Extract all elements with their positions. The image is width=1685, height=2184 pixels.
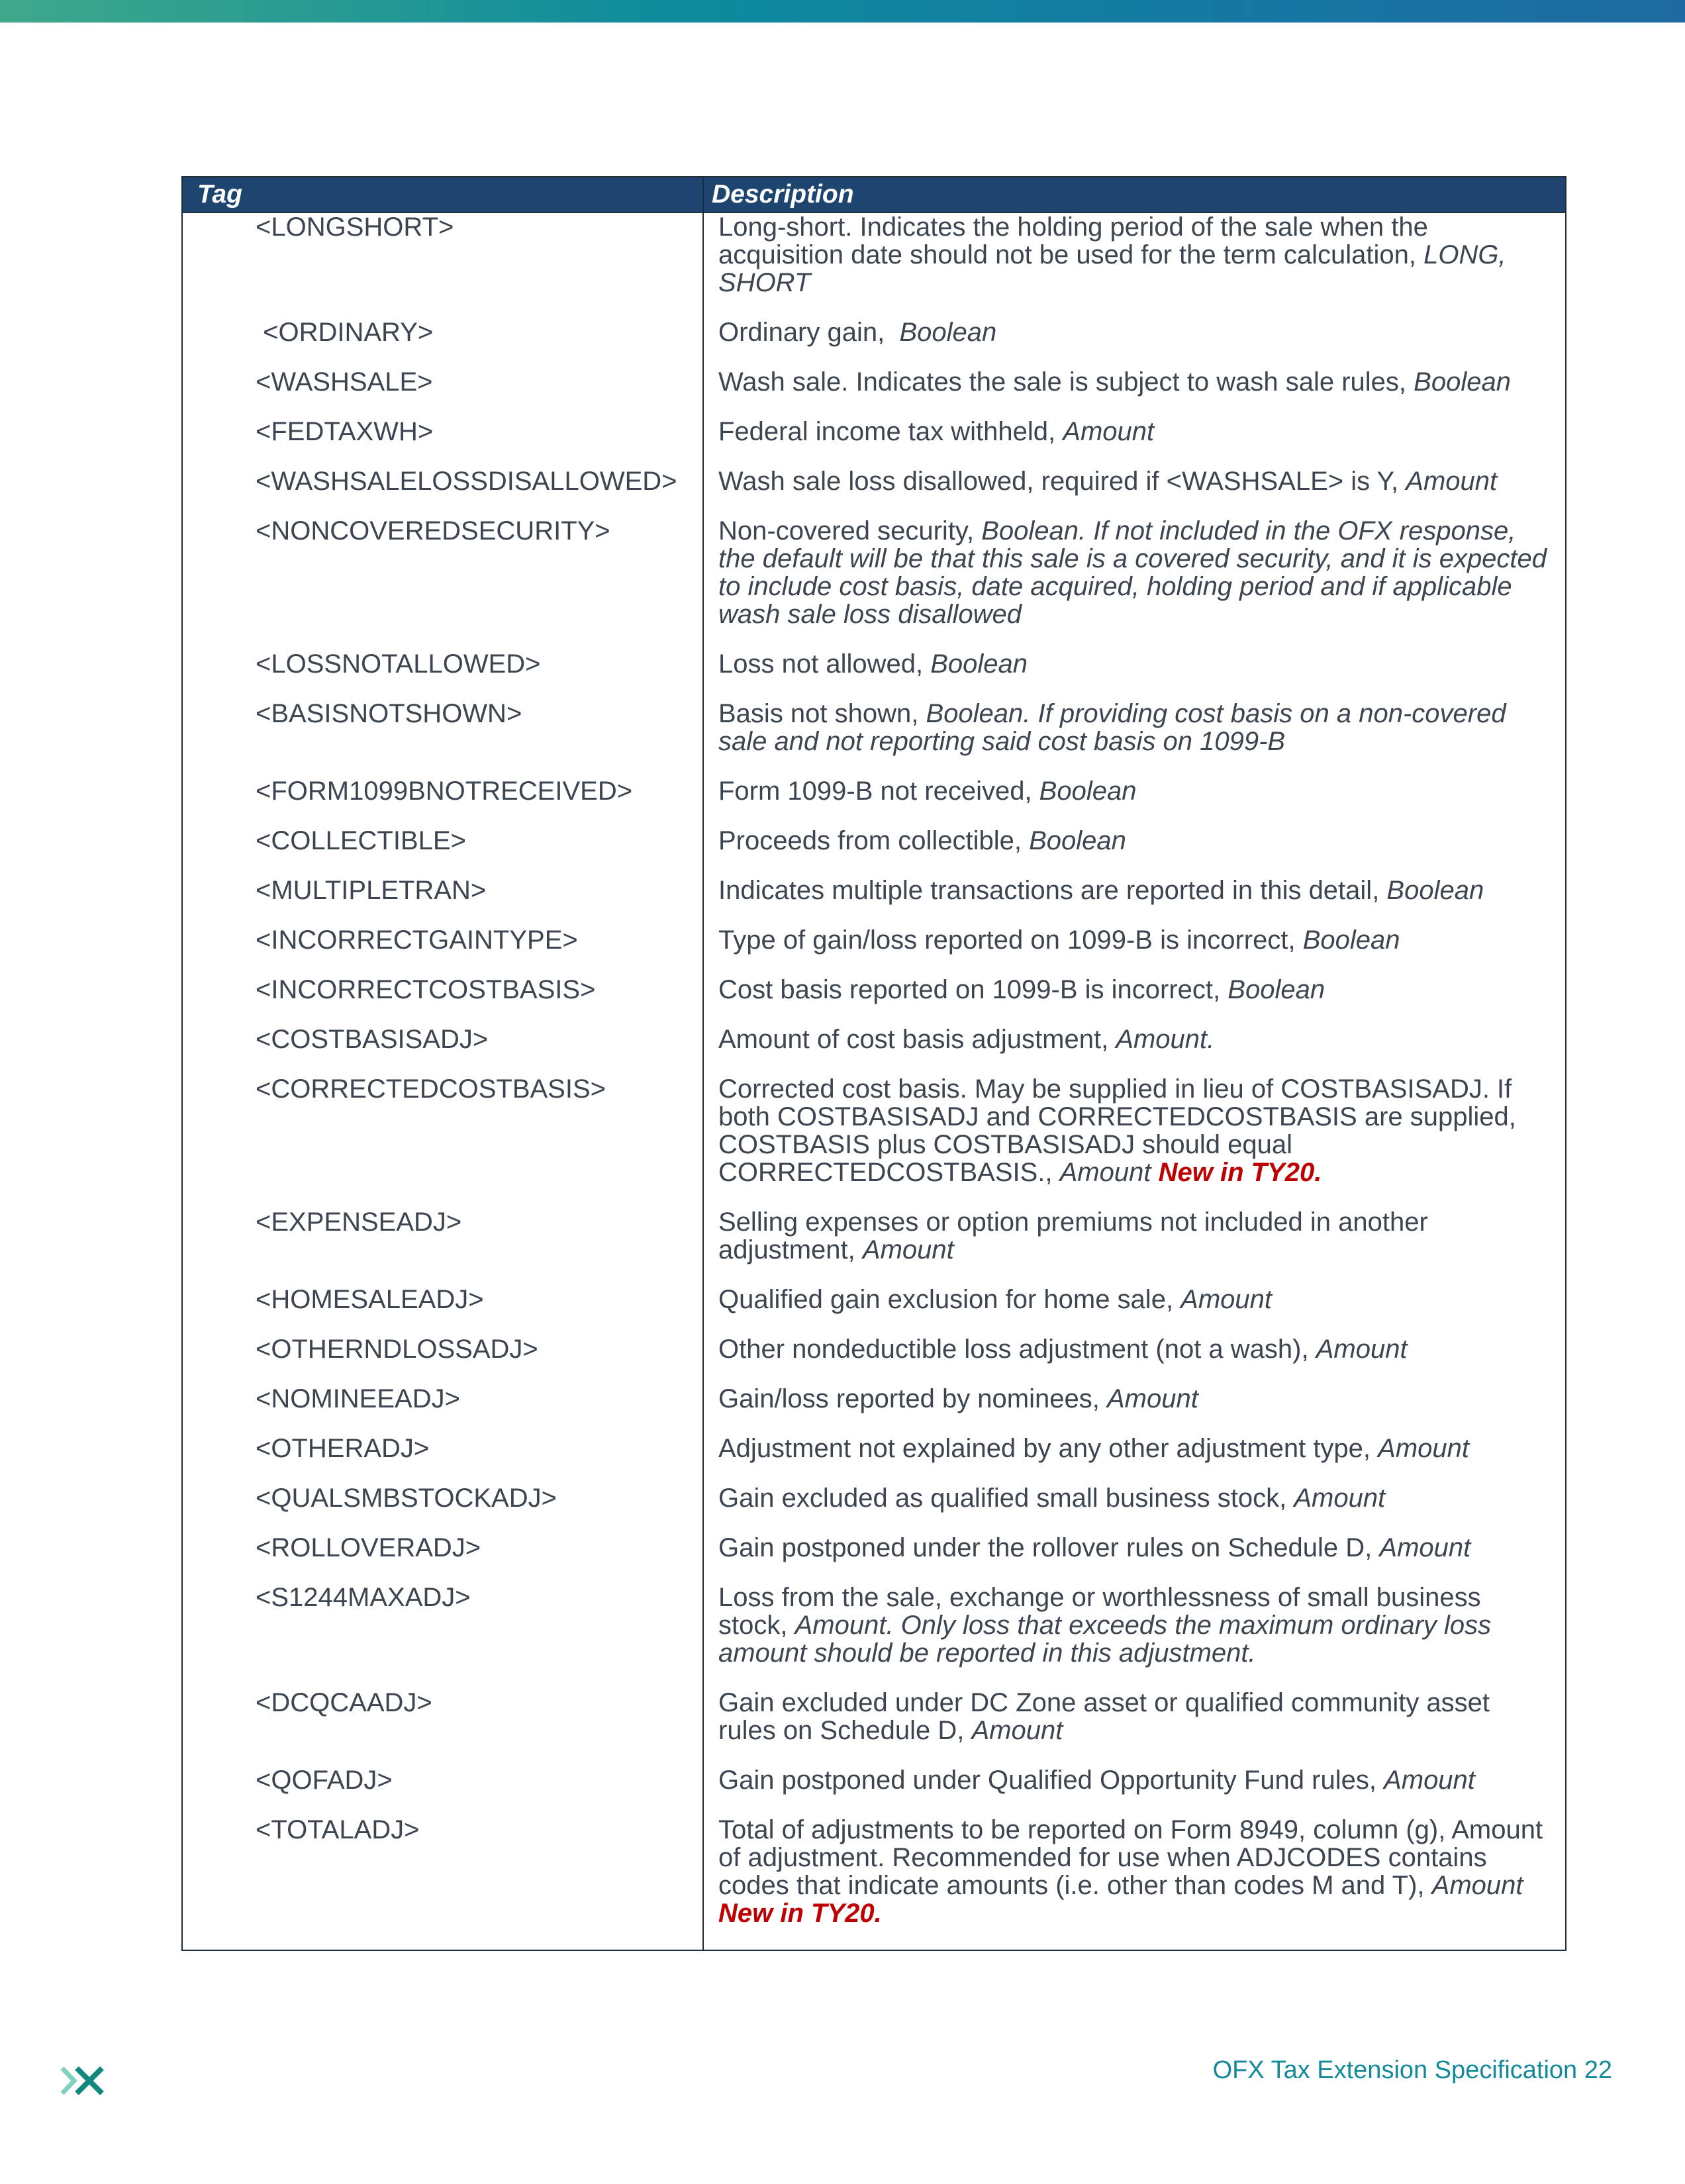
tag-name: <WASHSALE> [256, 367, 433, 397]
description-text: Amount of cost basis adjustment, [718, 1025, 1116, 1054]
table-row [182, 467, 1566, 517]
tag-name: <MULTIPLETRAN> [256, 876, 487, 905]
tag-cell [182, 1689, 703, 1766]
tag-cell [182, 650, 703, 700]
description-cell [703, 700, 1566, 777]
data-type-text: LONG, SHORT [718, 240, 1506, 297]
tag-cell [182, 1335, 703, 1385]
description-cell [703, 1584, 1566, 1689]
tag-name: <BASISNOTSHOWN> [256, 699, 522, 728]
tag-name: <LONGSHORT> [256, 213, 454, 242]
description-text: Corrected cost basis. May be supplied in lieu of COSTBASISADJ. If both COSTBASISADJ and CORRECTEDCOSTBASIS are supplied, COSTBASIS plus COSTBASISADJ should equal CORRECTEDCOSTBASIS., [718, 1074, 1524, 1187]
tag-name: <NOMINEEADJ> [256, 1384, 460, 1413]
description-text: Gain/loss reported by nominees, [718, 1384, 1107, 1413]
data-type-text: Boolean [930, 649, 1028, 679]
tag-name: <EXPENSEADJ> [256, 1208, 462, 1237]
tag-cell [182, 1075, 703, 1208]
tag-name: <DCQCAADJ> [256, 1688, 432, 1717]
tag-name: <OTHERADJ> [256, 1434, 430, 1463]
table-row [182, 1335, 1566, 1385]
ofx-x-logo-icon [60, 2064, 107, 2097]
data-type-text: Boolean [1228, 975, 1325, 1004]
description-text: Ordinary gain, [718, 318, 900, 347]
description-cell [703, 1534, 1566, 1584]
tag-cell [182, 318, 703, 368]
description-cell [703, 926, 1566, 976]
table-row [182, 1689, 1566, 1766]
tag-cell [182, 213, 703, 318]
description-cell [703, 213, 1566, 318]
description-cell [703, 368, 1566, 418]
description-cell [703, 1286, 1566, 1335]
description-cell [703, 650, 1566, 700]
table-row [182, 650, 1566, 700]
data-type-text: Boolean [1029, 826, 1126, 855]
tag-name: <ROLLOVERADJ> [256, 1533, 481, 1562]
description-text: Proceeds from collectible, [718, 826, 1030, 855]
description-text: Basis not shown, [718, 699, 926, 728]
tag-cell [182, 877, 703, 926]
description-cell [703, 976, 1566, 1025]
table-body [182, 213, 1566, 1950]
description-text: Wash sale loss disallowed, required if <WASHSALE> is Y, [718, 467, 1406, 496]
description-cell [703, 1208, 1566, 1286]
description-cell [703, 1385, 1566, 1435]
data-type-text: Amount [1431, 1871, 1523, 1900]
data-type-text: Amount [971, 1716, 1063, 1745]
tag-name: <WASHSALELOSSDISALLOWED> [256, 467, 677, 496]
tag-name: <S1244MAXADJ> [256, 1583, 471, 1612]
data-type-text: Amount [1384, 1766, 1475, 1795]
data-type-text: Amount [1379, 1533, 1471, 1562]
data-type-text: Amount [1106, 1384, 1198, 1413]
tag-cell [182, 827, 703, 877]
description-text: Selling expenses or option premiums not included in another adjustment, [718, 1208, 1435, 1264]
new-in-ty20-badge: New in TY20. [1151, 1158, 1322, 1187]
tag-cell [182, 976, 703, 1025]
table-row [182, 1208, 1566, 1286]
tag-name: <QUALSMBSTOCKADJ> [256, 1484, 557, 1513]
tag-cell [182, 1816, 703, 1950]
description-text: Non-covered security, [718, 516, 982, 546]
tag-cell [182, 926, 703, 976]
data-type-text: Boolean [1386, 876, 1484, 905]
data-type-text: Amount [1406, 467, 1498, 496]
table-row [182, 877, 1566, 926]
data-type-text: Boolean [899, 318, 997, 347]
description-text: Type of gain/loss reported on 1099-B is incorrect, [718, 926, 1303, 955]
data-type-text: Amount [1378, 1434, 1470, 1463]
data-type-text: Amount [1294, 1484, 1386, 1513]
tag-name: <FEDTAXWH> [256, 417, 434, 446]
table-row [182, 418, 1566, 467]
tag-column-header: Tag [182, 177, 703, 213]
tag-name: <QOFADJ> [256, 1766, 393, 1795]
description-cell [703, 1025, 1566, 1075]
description-cell [703, 1766, 1566, 1816]
description-cell [703, 777, 1566, 827]
description-cell [703, 418, 1566, 467]
tag-name: <FORM1099BNOTRECEIVED> [256, 777, 633, 806]
table-header-row [182, 177, 1566, 213]
tag-cell [182, 418, 703, 467]
description-text: Indicates multiple transactions are reported in this detail, [718, 876, 1387, 905]
description-text: Long-short. Indicates the holding period of the sale when the acquisition date should not be used for the term calculation, [718, 213, 1435, 269]
table-row [182, 1816, 1566, 1950]
table-row [182, 827, 1566, 877]
tag-cell [182, 700, 703, 777]
tag-cell [182, 1208, 703, 1286]
data-type-text: Amount [1316, 1335, 1408, 1364]
table-row [182, 318, 1566, 368]
description-text: Gain postponed under the rollover rules on Schedule D, [718, 1533, 1380, 1562]
tag-cell [182, 1766, 703, 1816]
tag-cell [182, 368, 703, 418]
table-row [182, 517, 1566, 650]
description-text: Gain excluded as qualified small business stock, [718, 1484, 1294, 1513]
description-text: Loss from the sale, exchange or worthlessness of small business stock, [718, 1583, 1488, 1640]
table-row [182, 777, 1566, 827]
table-row [182, 1484, 1566, 1534]
table-row [182, 1435, 1566, 1484]
tag-name: <INCORRECTCOSTBASIS> [256, 975, 596, 1004]
table-row [182, 213, 1566, 318]
tag-cell [182, 1584, 703, 1689]
description-text: Adjustment not explained by any other adjustment type, [718, 1434, 1378, 1463]
data-type-text: Boolean. If providing cost basis on a non-covered sale and not reporting said cost basis on 1099-B [718, 699, 1506, 756]
tag-name: <TOTALADJ> [256, 1815, 420, 1844]
tag-cell [182, 1484, 703, 1534]
tag-name: <LOSSNOTALLOWED> [256, 649, 541, 679]
description-text: Other nondeductible loss adjustment (not a wash), [718, 1335, 1316, 1364]
description-cell [703, 467, 1566, 517]
description-cell [703, 1689, 1566, 1766]
table-row [182, 368, 1566, 418]
description-cell [703, 1484, 1566, 1534]
data-type-text: Boolean [1039, 777, 1137, 806]
table-row [182, 1766, 1566, 1816]
description-column-header: Description [703, 177, 1566, 213]
description-cell [703, 1435, 1566, 1484]
table-row [182, 1584, 1566, 1689]
description-text: Gain excluded under DC Zone asset or qualified community asset rules on Schedule D, [718, 1688, 1498, 1745]
data-type-text: Amount. [1116, 1025, 1215, 1054]
tag-cell [182, 517, 703, 650]
description-cell [703, 517, 1566, 650]
data-type-text: Amount. Only loss that exceeds the maximum ordinary loss amount should be reported in this adjustment. [718, 1611, 1492, 1668]
description-text: Federal income tax withheld, [718, 417, 1063, 446]
description-text: Cost basis reported on 1099-B is incorrect, [718, 975, 1228, 1004]
tag-name: <INCORRECTGAINTYPE> [256, 926, 578, 955]
tag-cell [182, 1385, 703, 1435]
tag-name: <NONCOVEREDSECURITY> [256, 516, 610, 546]
tag-cell [182, 777, 703, 827]
tag-cell [182, 467, 703, 517]
description-cell [703, 318, 1566, 368]
tag-name: <HOMESALEADJ> [256, 1285, 484, 1314]
table-row [182, 700, 1566, 777]
tag-name: <COSTBASISADJ> [256, 1025, 489, 1054]
tag-name: <COLLECTIBLE> [256, 826, 466, 855]
data-type-text: Amount [1059, 1158, 1151, 1187]
description-cell [703, 1816, 1566, 1950]
data-type-text: Amount [1063, 417, 1155, 446]
data-type-text: Boolean. If not included in the OFX response, the default will be that this sale is a covered security, and it is expected to include cost basis, date acquired, holding period and if applicable wash sale loss disallowed [718, 516, 1547, 629]
tag-name: <ORDINARY> [256, 318, 434, 347]
tag-cell [182, 1534, 703, 1584]
tag-cell [182, 1435, 703, 1484]
header-gradient-bar [0, 0, 1685, 23]
description-cell [703, 1335, 1566, 1385]
description-text: Gain postponed under Qualified Opportunity Fund rules, [718, 1766, 1384, 1795]
table-row [182, 926, 1566, 976]
tag-name: <OTHERNDLOSSADJ> [256, 1335, 538, 1364]
tag-description-table [181, 176, 1566, 1951]
tag-cell [182, 1286, 703, 1335]
data-type-text: Boolean [1302, 926, 1400, 955]
data-type-text: Amount [862, 1235, 954, 1264]
description-text: Total of adjustments to be reported on Form 8949, column (g), Amount of adjustment. Recommended for use when ADJCODES contains codes that indicate amounts (i.e. other than codes M and T), [718, 1815, 1551, 1900]
table-row [182, 1385, 1566, 1435]
description-text: Qualified gain exclusion for home sale, [718, 1285, 1181, 1314]
data-type-text: Amount [1180, 1285, 1273, 1314]
table-row [182, 976, 1566, 1025]
description-text: Loss not allowed, [718, 649, 931, 679]
table-row [182, 1075, 1566, 1208]
description-text: Wash sale. Indicates the sale is subject to wash sale rules, [718, 367, 1414, 397]
description-text: Form 1099-B not received, [718, 777, 1039, 806]
tag-name: <CORRECTEDCOSTBASIS> [256, 1074, 606, 1104]
footer-document-title: OFX Tax Extension Specification 22 [1212, 2056, 1612, 2084]
description-cell [703, 1075, 1566, 1208]
data-type-text: Boolean [1414, 367, 1511, 397]
tag-cell [182, 1025, 703, 1075]
table-row [182, 1286, 1566, 1335]
table-row [182, 1025, 1566, 1075]
table-row [182, 1534, 1566, 1584]
new-in-ty20-badge: New in TY20. [718, 1871, 1531, 1928]
description-cell [703, 877, 1566, 926]
description-cell [703, 827, 1566, 877]
